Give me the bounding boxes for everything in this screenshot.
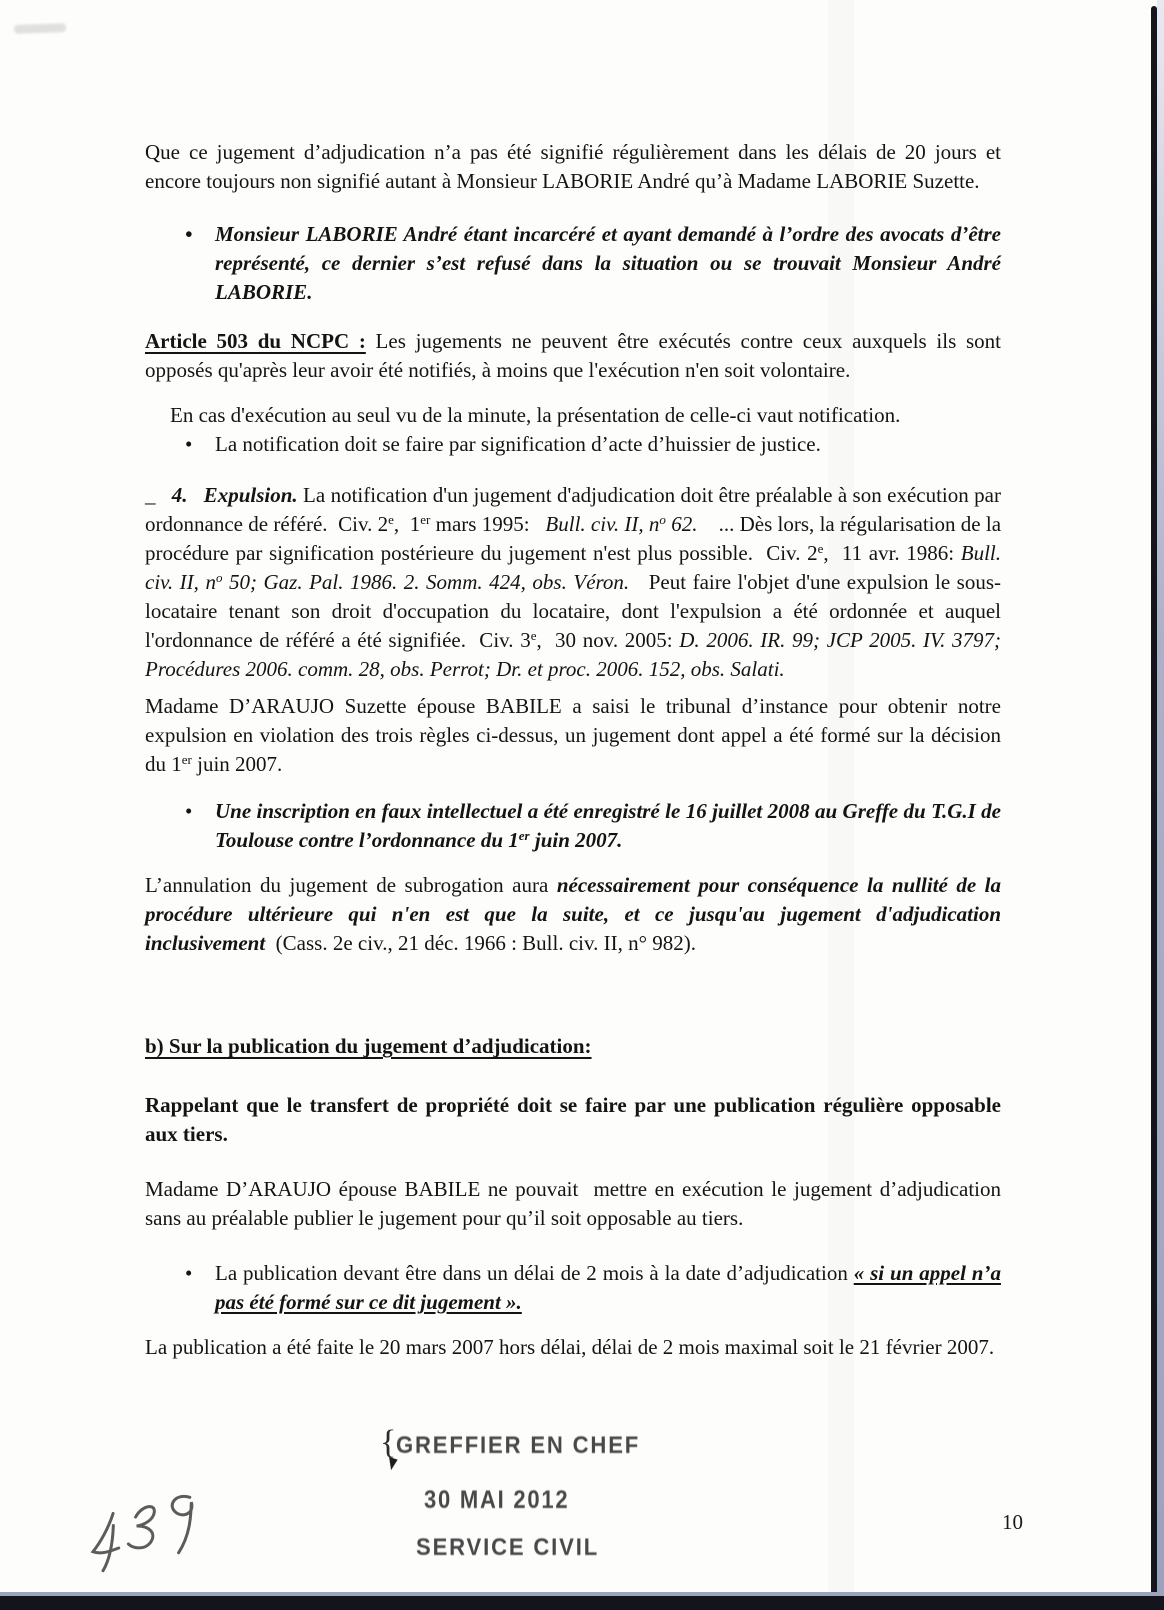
- text-segment: 50; Gaz. Pal. 1986. 2. Somm. 424, obs. Véron.: [222, 570, 630, 594]
- bullet-text: La notification doit se faire par signification d’acte d’huissier de justice.: [215, 432, 821, 456]
- bullet-text-quote: « si un appel n’a pas été formé sur ce dit jugement ».: [215, 1261, 1001, 1314]
- bullet-icon: •: [185, 1261, 193, 1285]
- text-segment: 62.: [665, 512, 698, 536]
- bullet-text: juin 2007.: [529, 828, 623, 852]
- text-segment: mars 1995:: [430, 512, 546, 536]
- paragraph-daraujo-tribunal: [145, 692, 1001, 779]
- superscript: er: [518, 828, 530, 843]
- text-segment: Bull. civ. II, n: [545, 512, 660, 536]
- text-segment: nécessairement pour conséquence la nullité de la procédure ultérieure qui n'en est que la suite, et ce jusqu'au jugement d'adjudication inclusivement: [145, 873, 1002, 955]
- bullet-text: Une inscription en faux intellectuel a été enregistré le 16 juillet 2008 au Greffe du T.G.I de Toulouse contre l’ordonnance du 1: [215, 799, 1001, 852]
- text-segment: _: [145, 483, 172, 507]
- superscript: o: [215, 570, 223, 585]
- text-segment: , 1: [393, 512, 421, 536]
- heading-publication-jugement: b) Sur la publication du jugement d’adjudication:: [145, 1034, 592, 1058]
- text-segment: Peut faire l'objet d'une expulsion le sous-locataire tenant son droit d'occupation du locataire, dont l'expulsion a été ordonnée et auquel l'ordonnance de référé a été signifiée. Civ. 3: [145, 570, 1002, 652]
- paragraph-daraujo-execution: Madame D’ARAUJO épouse BABILE ne pouvait mettre en exécution le jugement d’adjudication sans au préalable publier le jugement pour qu’il soit opposable au tiers.: [145, 1177, 1001, 1230]
- text-segment: Madame D’ARAUJO Suzette épouse BABILE a saisi le tribunal d’instance pour obtenir notre expulsion en violation des trois règles ci-dessus, un jugement dont appel a été formé sur la décision du 1: [145, 694, 1001, 776]
- text-segment: juin 2007.: [191, 752, 283, 776]
- paragraph-execution-minute: En cas d'exécution au seul vu de la minute, la présentation de celle-ci vaut notification.: [170, 403, 901, 427]
- text-segment: , 30 nov. 2005:: [536, 628, 680, 652]
- text-segment: L’annulation du jugement de subrogation aura: [145, 873, 557, 897]
- scan-artifact-dash: [14, 23, 66, 34]
- document-body: [145, 138, 1001, 1362]
- text-segment: ... Dès lors, la régularisation de la procédure par signification postérieure du jugement n'est plus possible. Civ. 2: [145, 512, 1002, 565]
- text-segment: , 11 avr. 1986:: [823, 541, 961, 565]
- stamp-greffier-en-chef: GREFFIER EN CHEF: [396, 1432, 641, 1459]
- paragraph-rappel-transfert: Rappelant que le transfert de propriété doit se faire par une publication régulière opposable aux tiers.: [145, 1093, 1001, 1146]
- superscript: e: [388, 512, 394, 527]
- stamp-date: 30 MAI 2012: [424, 1486, 570, 1514]
- paragraph-article-503: [145, 327, 1001, 385]
- page-number: 10: [1002, 1510, 1023, 1534]
- paragraph-expulsion-citations: [145, 481, 1001, 684]
- scan-edge-shadow-right: [1157, 0, 1164, 1600]
- scan-edge-right: [1151, 6, 1157, 1600]
- bullet-inscription-faux: [145, 797, 1001, 855]
- stamp-service-civil: SERVICE CIVIL: [416, 1534, 600, 1561]
- bullet-icon: •: [185, 222, 193, 246]
- paragraph-publication-hors-delai: La publication a été faite le 20 mars 2007 hors délai, délai de 2 mois maximal soit le 21 février 2007.: [145, 1335, 995, 1359]
- bullet-publication-delai: [145, 1259, 1001, 1317]
- article-503-label: Article 503 du NCPC :: [145, 329, 366, 353]
- superscript: er: [181, 752, 192, 767]
- stamp-ink-mark: {: [380, 1424, 397, 1461]
- text-segment: D. 2006. IR. 99; JCP 2005. IV. 3797; Procédures 2006. comm. 28, obs. Perrot; Dr. et proc. 2006. 152, obs. Salati.: [145, 628, 1001, 681]
- bullet-laborie-incarcere: [145, 220, 1001, 307]
- superscript: e: [530, 628, 537, 643]
- text-segment: (Cass. 2e civ., 21 déc. 1966 : Bull. civ. II, n° 982).: [265, 931, 697, 955]
- bullet-notification-huissier: [145, 430, 1001, 459]
- bullet-icon: •: [185, 432, 193, 456]
- superscript: o: [659, 512, 666, 527]
- scan-edge-bottom: [0, 1596, 1164, 1610]
- superscript: er: [420, 512, 431, 527]
- bullet-icon: •: [185, 799, 193, 823]
- paragraph-annulation-subrogation: [145, 871, 1001, 958]
- article-503-text: Les jugements ne peuvent être exécutés contre ceux auxquels ils sont opposés qu'après leur avoir été notifiés, à moins que l'exécution n'en soit volontaire.: [145, 329, 1001, 382]
- paragraph-signification: Que ce jugement d’adjudication n’a pas été signifié régulièrement dans les délais de 20 jours et encore toujours non signifié autant à Monsieur LABORIE André qu’à Madame LABORIE Suzette.: [145, 140, 1001, 193]
- text-segment: 4. Expulsion.: [171, 483, 298, 507]
- superscript: e: [817, 541, 824, 556]
- text-segment: La notification d'un jugement d'adjudication doit être préalable à son exécution par ordonnance de référé. Civ. 2: [145, 483, 1001, 536]
- bullet-text: La publication devant être dans un délai de 2 mois à la date d’adjudication: [215, 1261, 854, 1285]
- bullet-text: Monsieur LABORIE André étant incarcéré et ayant demandé à l’ordre des avocats d’être représenté, ce dernier s’est refusé dans la situation ou se trouvait Monsieur André LABORIE.: [215, 222, 1001, 304]
- handwritten-439: [82, 1492, 212, 1592]
- text-segment: Bull. civ. II, n: [145, 541, 1002, 594]
